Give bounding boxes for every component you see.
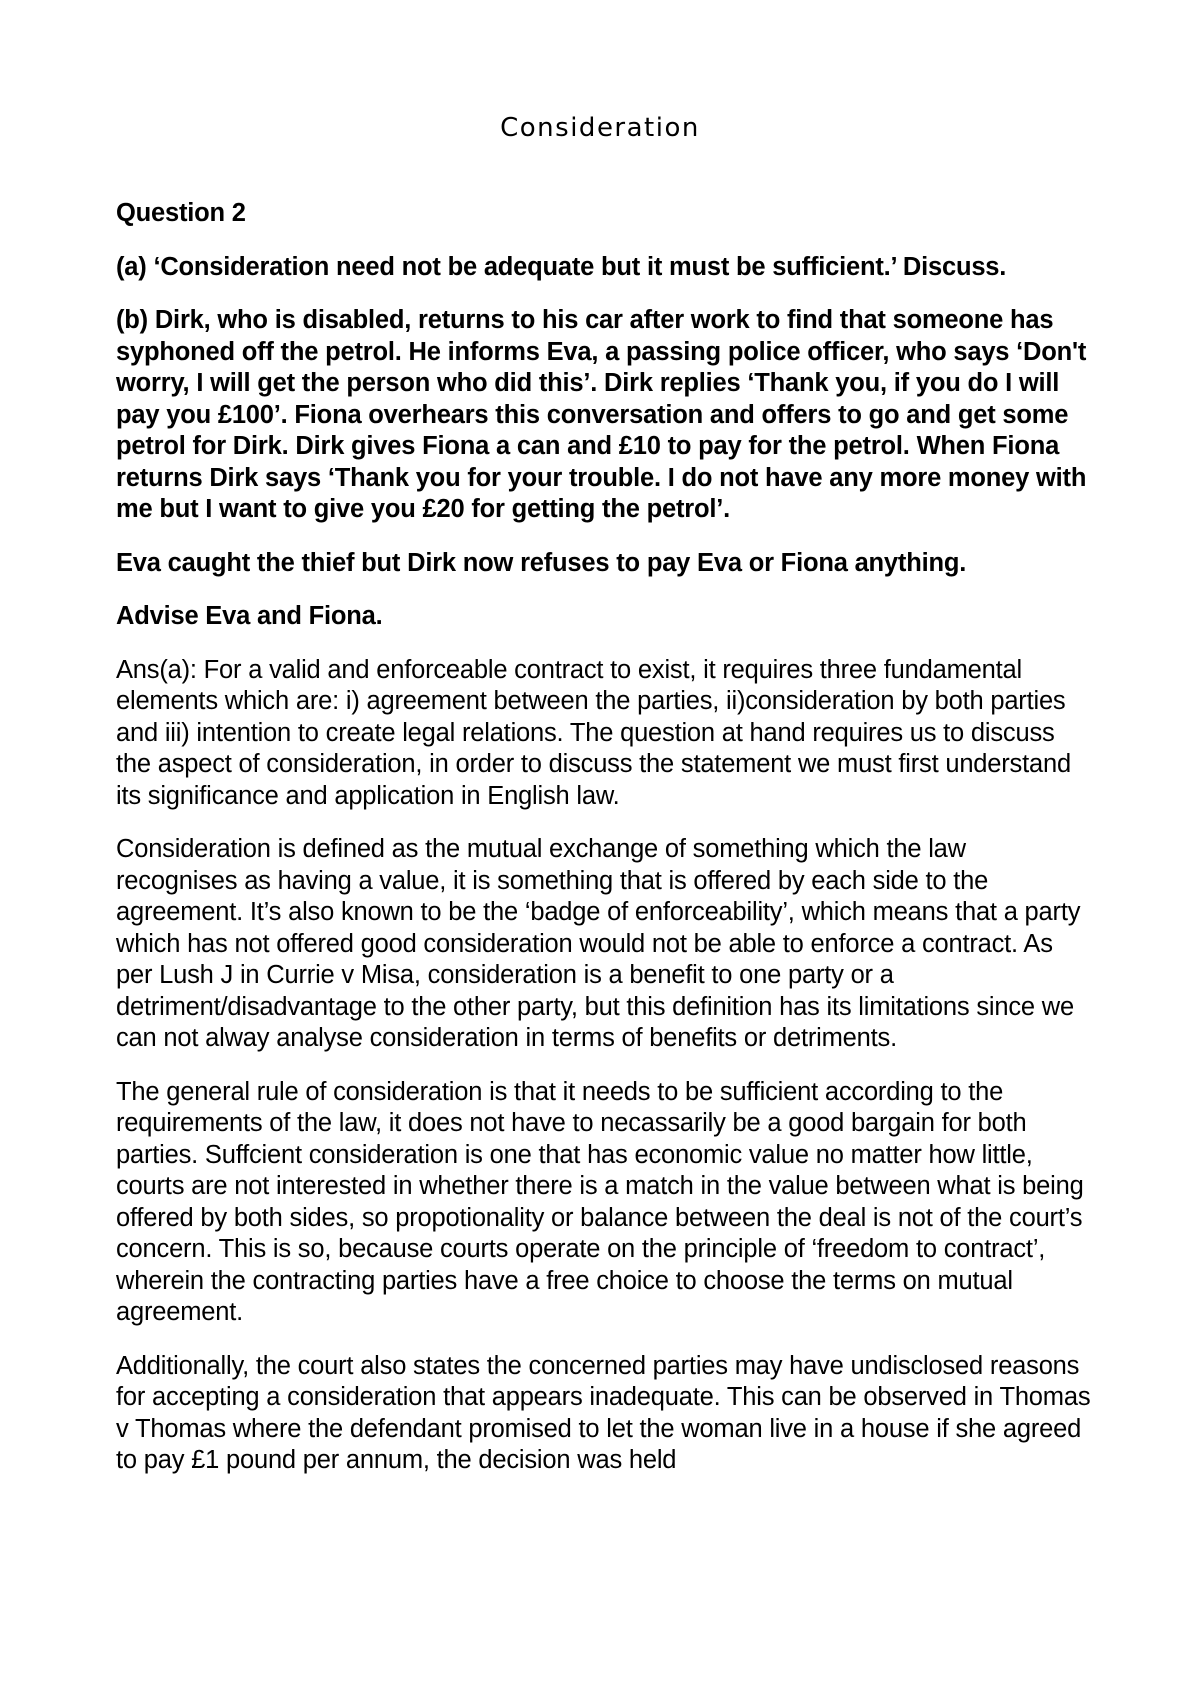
answer-paragraph: The general rule of consideration is that it needs to be sufficient according to the requirements of the law, it does not have to necassarily be a good bargain for both parties. Suffcient consideration is one that has economic value no matter how little, courts are not interested in whether there is a match in the value between what is being offered by both sides, so propotionality or balance between the deal is not of the court’s concern. This is so, because courts operate on the principle of ‘freedom to contract’, wherein the contracting parties have a free choice to choose the terms on mutual agreement. (116, 1077, 1084, 1326)
answer-paragraph: Additionally, the court also states the concerned parties may have undisclosed reasons for accepting a consideration that appears inadequate. This can be observed in Thomas v Thomas where the defendant promised to let the woman live in a house if she agreed to pay £1 pound per annum, the decision was held (116, 1351, 1091, 1474)
document-body (116, 198, 1092, 1499)
question-part-a: (a) ‘Consideration need not be adequate but it must be sufficient.’ Discuss. (116, 252, 1007, 281)
question-instruction: Advise Eva and Fiona. (116, 602, 383, 630)
question-part-b: (b) Dirk, who is disabled, returns to his car after work to find that someone has syphoned off the petrol. He informs Eva, a passing police officer, who says ‘Don't worry, I will get the person who did this’. Dirk replies ‘Thank you, if you do I will pay you £100’. Fiona overhears this conversation and offers to go and get some petrol for Dirk. Dirk gives Fiona a can and £10 to pay for the petrol. When Fiona returns Dirk says ‘Thank you for your trouble. I do not have any more money with me but I want to give you £20 for getting the petrol’. (116, 306, 1087, 523)
document-title: Consideration (500, 113, 700, 143)
question-part-b-outcome: Eva caught the thief but Dirk now refuses to pay Eva or Fiona anything. (116, 548, 967, 577)
answer-paragraph: Ans(a): For a valid and enforceable contract to exist, it requires three fundamental elements which are: i) agreement between the parties, ii)consideration by both parties and iii) intention to create legal relations. The question at hand requires us to discuss the aspect of consideration, in order to discuss the statement we must first understand its significance and application in English law. (116, 655, 1071, 810)
question-label: Question 2 (116, 199, 246, 227)
answer-paragraph: Consideration is defined as the mutual exchange of something which the law recognises as having a value, it is something that is offered by each side to the agreement. It’s also known to be the ‘badge of enforceability’, which means that a party which has not offered good consideration would not be able to enforce a contract. As per Lush J in Currie v Misa, consideration is a benefit to one party or a detriment/disadvantage to the other party, but this definition has its limitations since we can not alway analyse consideration in terms of benefits or detriments. (116, 835, 1081, 1052)
